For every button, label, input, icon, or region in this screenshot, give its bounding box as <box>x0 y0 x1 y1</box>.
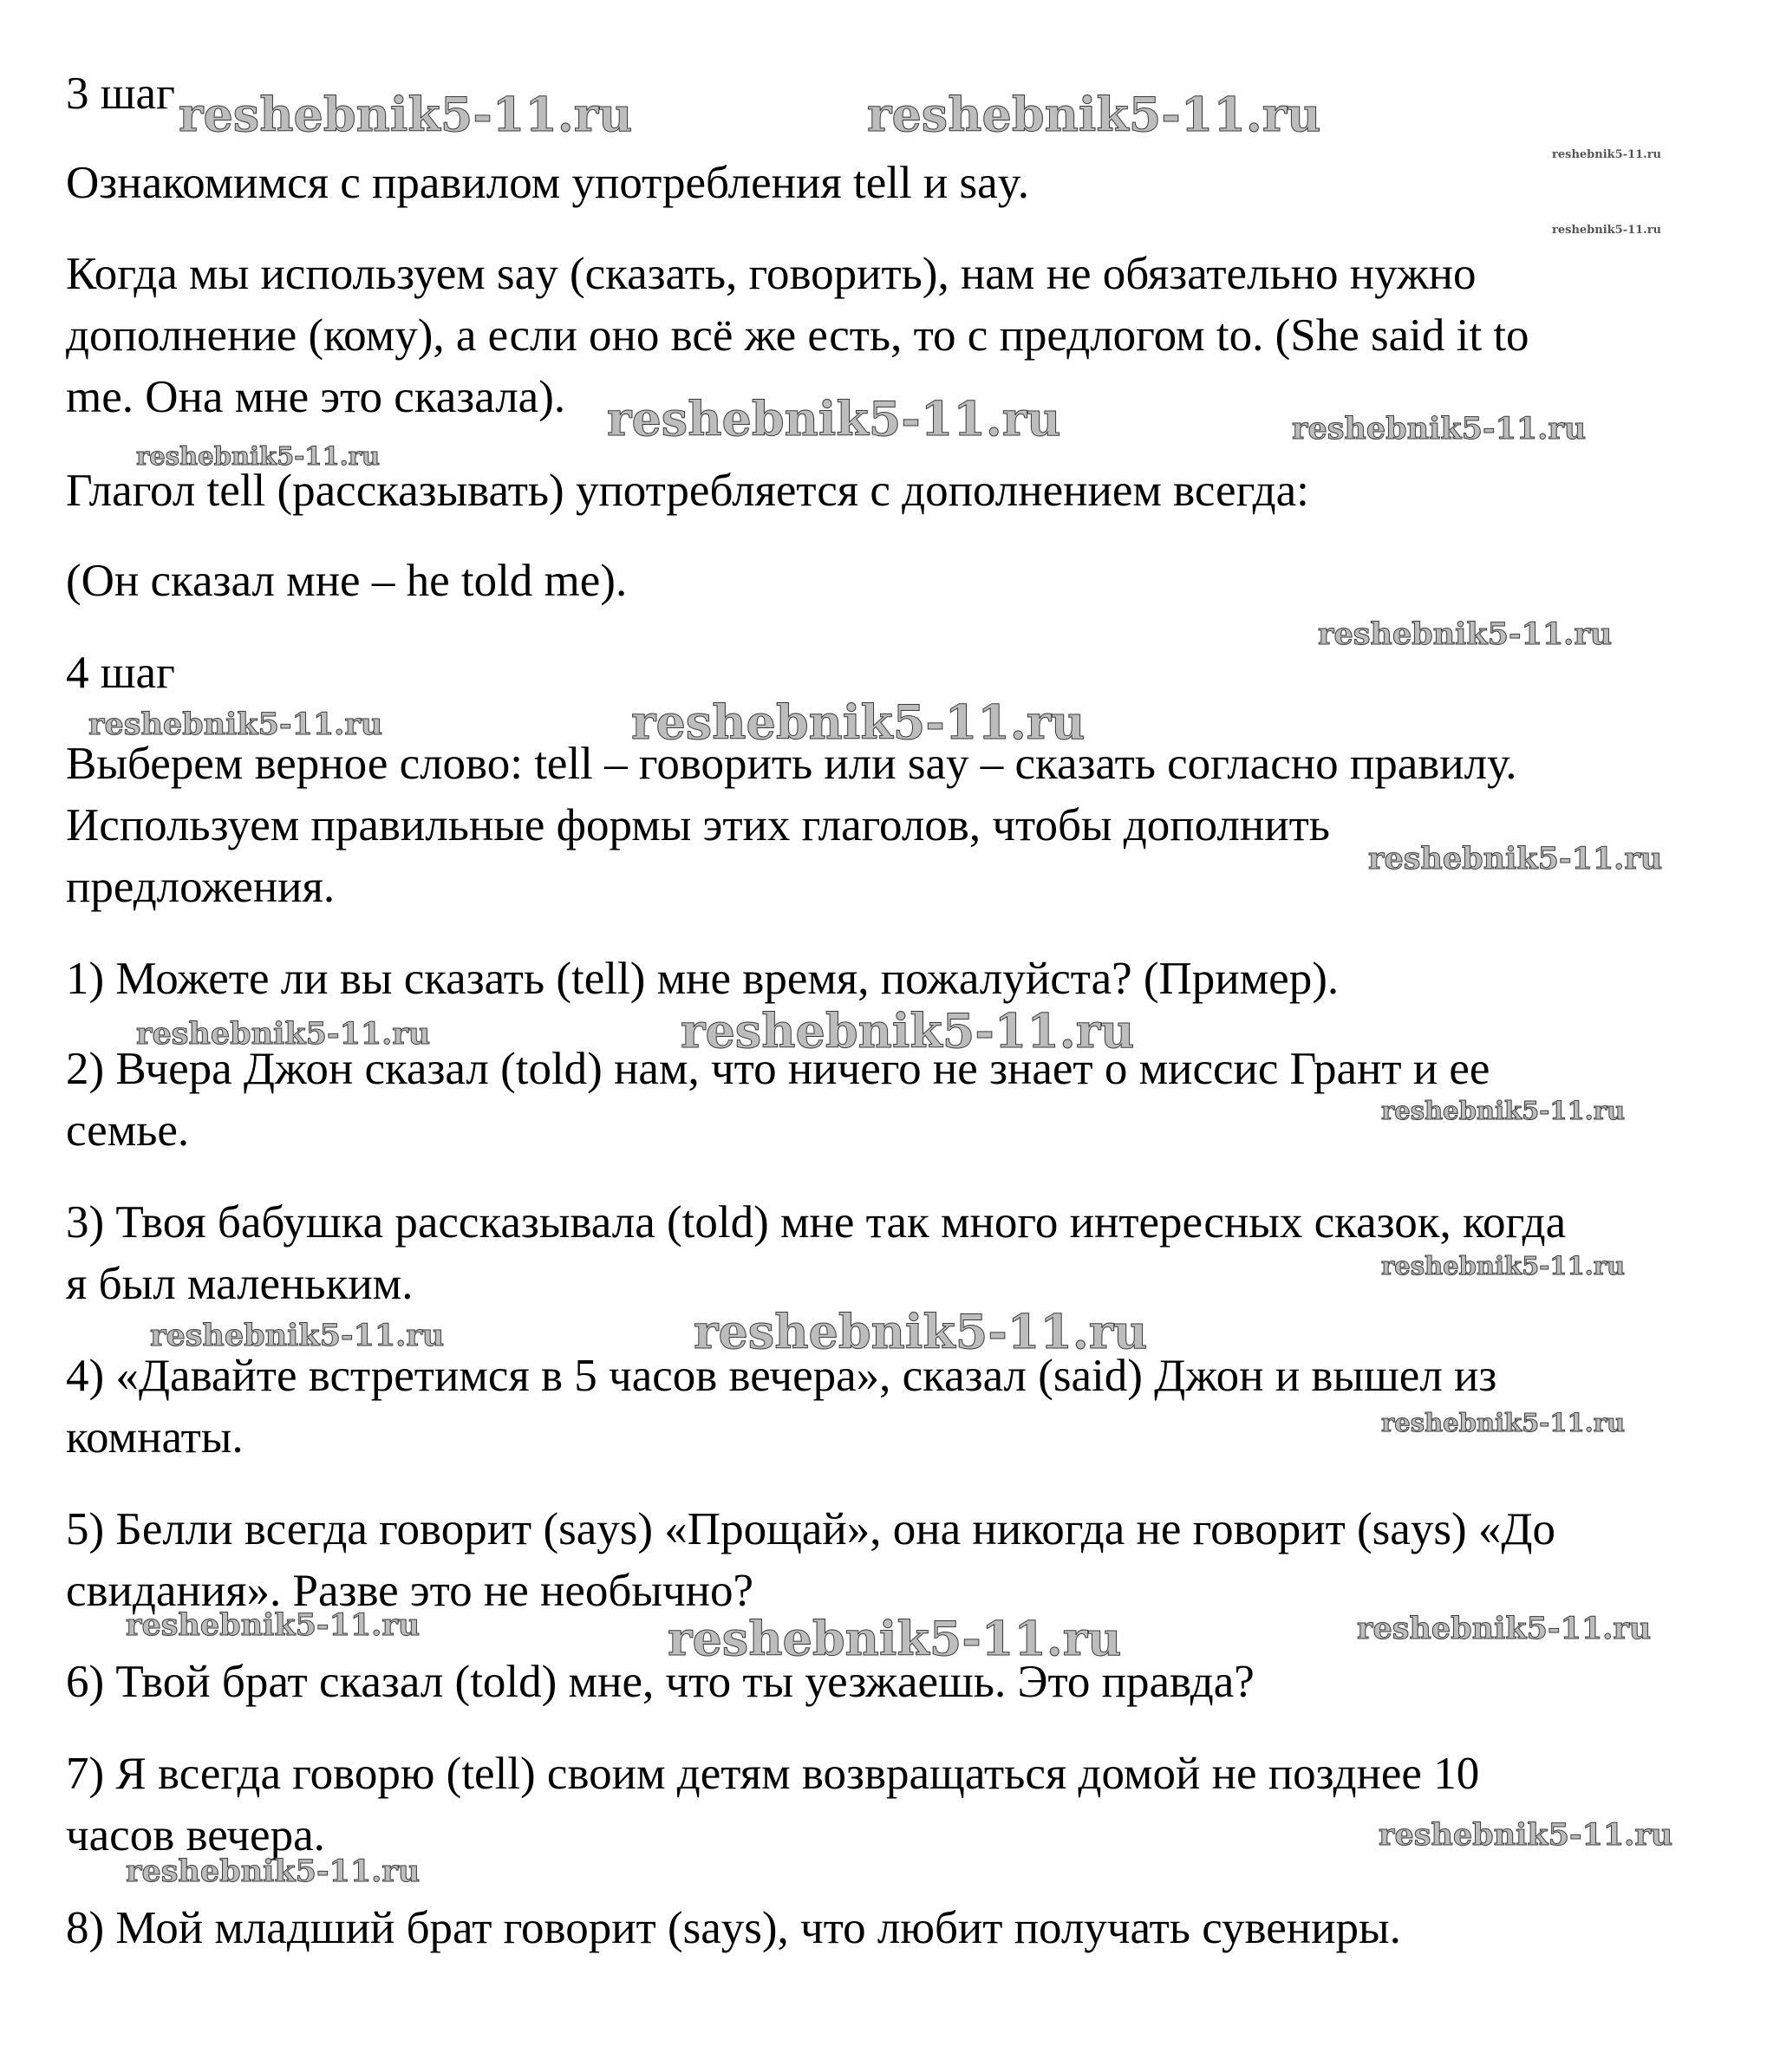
sentence-2-line-1: 2) Вчера Джон сказал (told) нам, что ничего не знает о миссис Грант и ее <box>66 1044 1490 1094</box>
say-rule-line-3: me. Она мне это сказала). <box>66 372 566 422</box>
watermark: reshebnik5-11.ru <box>681 1003 1135 1059</box>
step3-intro: Ознакомимся с правилом употребления tell и say. <box>66 158 1030 208</box>
step4-instruction-line-1: Выберем верное слово: tell – говорить или say – сказать согласно правилу. <box>66 739 1517 789</box>
sentence-5-line-2: свидания». Разве это не необычно? <box>66 1566 754 1616</box>
say-rule-line-2: дополнение (кому), а если оно всё же есть, то с предлогом to. (She said it to <box>66 310 1529 361</box>
watermark: reshebnik5-11.ru <box>136 441 381 471</box>
watermark: reshebnik5-11.ru <box>126 1854 421 1889</box>
watermark: reshebnik5-11.ru <box>867 87 1321 142</box>
step4-instruction-line-2: Используем правильные формы этих глаголов, чтобы дополнить <box>66 800 1330 850</box>
watermark: reshebnik5-11.ru <box>150 1318 445 1353</box>
watermark: reshebnik5-11.ru <box>1368 841 1663 876</box>
watermark: reshebnik5-11.ru <box>1552 148 1662 161</box>
tell-rule: Глагол tell (рассказывать) употребляется с дополнением всегда: <box>66 466 1309 516</box>
watermark: reshebnik5-11.ru <box>631 694 1086 750</box>
tell-example: (Он сказал мне – he told me). <box>66 556 628 606</box>
watermark: reshebnik5-11.ru <box>607 391 1061 446</box>
step3-heading: 3 шаг <box>66 68 175 119</box>
watermark: reshebnik5-11.ru <box>1318 616 1613 652</box>
sentence-7-line-2: часов вечера. <box>66 1810 325 1860</box>
sentence-2-line-2: семье. <box>66 1105 190 1156</box>
watermark: reshebnik5-11.ru <box>1381 1251 1626 1280</box>
watermark: reshebnik5-11.ru <box>126 1607 421 1643</box>
sentence-7-line-1: 7) Я всегда говорю (tell) своим детям возвращаться домой не позднее 10 <box>66 1749 1480 1799</box>
watermark: reshebnik5-11.ru <box>694 1304 1148 1359</box>
step4-heading: 4 шаг <box>66 648 175 698</box>
sentence-3-line-1: 3) Твоя бабушка рассказывала (told) мне так много интересных сказок, когда <box>66 1197 1567 1248</box>
watermark: reshebnik5-11.ru <box>1552 224 1662 237</box>
watermark: reshebnik5-11.ru <box>179 87 633 142</box>
sentence-5-line-1: 5) Белли всегда говорит (says) «Прощай», она никогда не говорит (says) «До <box>66 1504 1555 1554</box>
say-rule-line-1: Когда мы используем say (сказать, говорить), нам не обязательно нужно <box>66 249 1477 299</box>
sentence-6-line-1: 6) Твой брат сказал (told) мне, что ты уезжаешь. Это правда? <box>66 1657 1255 1707</box>
watermark: reshebnik5-11.ru <box>1381 1096 1626 1125</box>
step4-instruction-line-3: предложения. <box>66 862 336 912</box>
sentence-8-line-1: 8) Мой младший брат говорит (says), что любит получать сувениры. <box>66 1903 1401 1953</box>
sentence-4-line-2: комнаты. <box>66 1412 244 1463</box>
watermark: reshebnik5-11.ru <box>1357 1611 1652 1646</box>
watermark: reshebnik5-11.ru <box>1292 411 1587 446</box>
sentence-3-line-2: я был маленьким. <box>66 1259 414 1309</box>
sentence-1-line-1: 1) Можете ли вы сказать (tell) мне время, пожалуйста? (Пример). <box>66 954 1340 1004</box>
watermark: reshebnik5-11.ru <box>136 1016 431 1052</box>
watermark: reshebnik5-11.ru <box>668 1611 1122 1666</box>
watermark: reshebnik5-11.ru <box>1381 1408 1626 1437</box>
sentence-4-line-1: 4) «Давайте встретимся в 5 часов вечера», сказал (said) Джон и вышел из <box>66 1351 1497 1401</box>
watermark: reshebnik5-11.ru <box>88 707 383 742</box>
watermark: reshebnik5-11.ru <box>1379 1817 1673 1853</box>
